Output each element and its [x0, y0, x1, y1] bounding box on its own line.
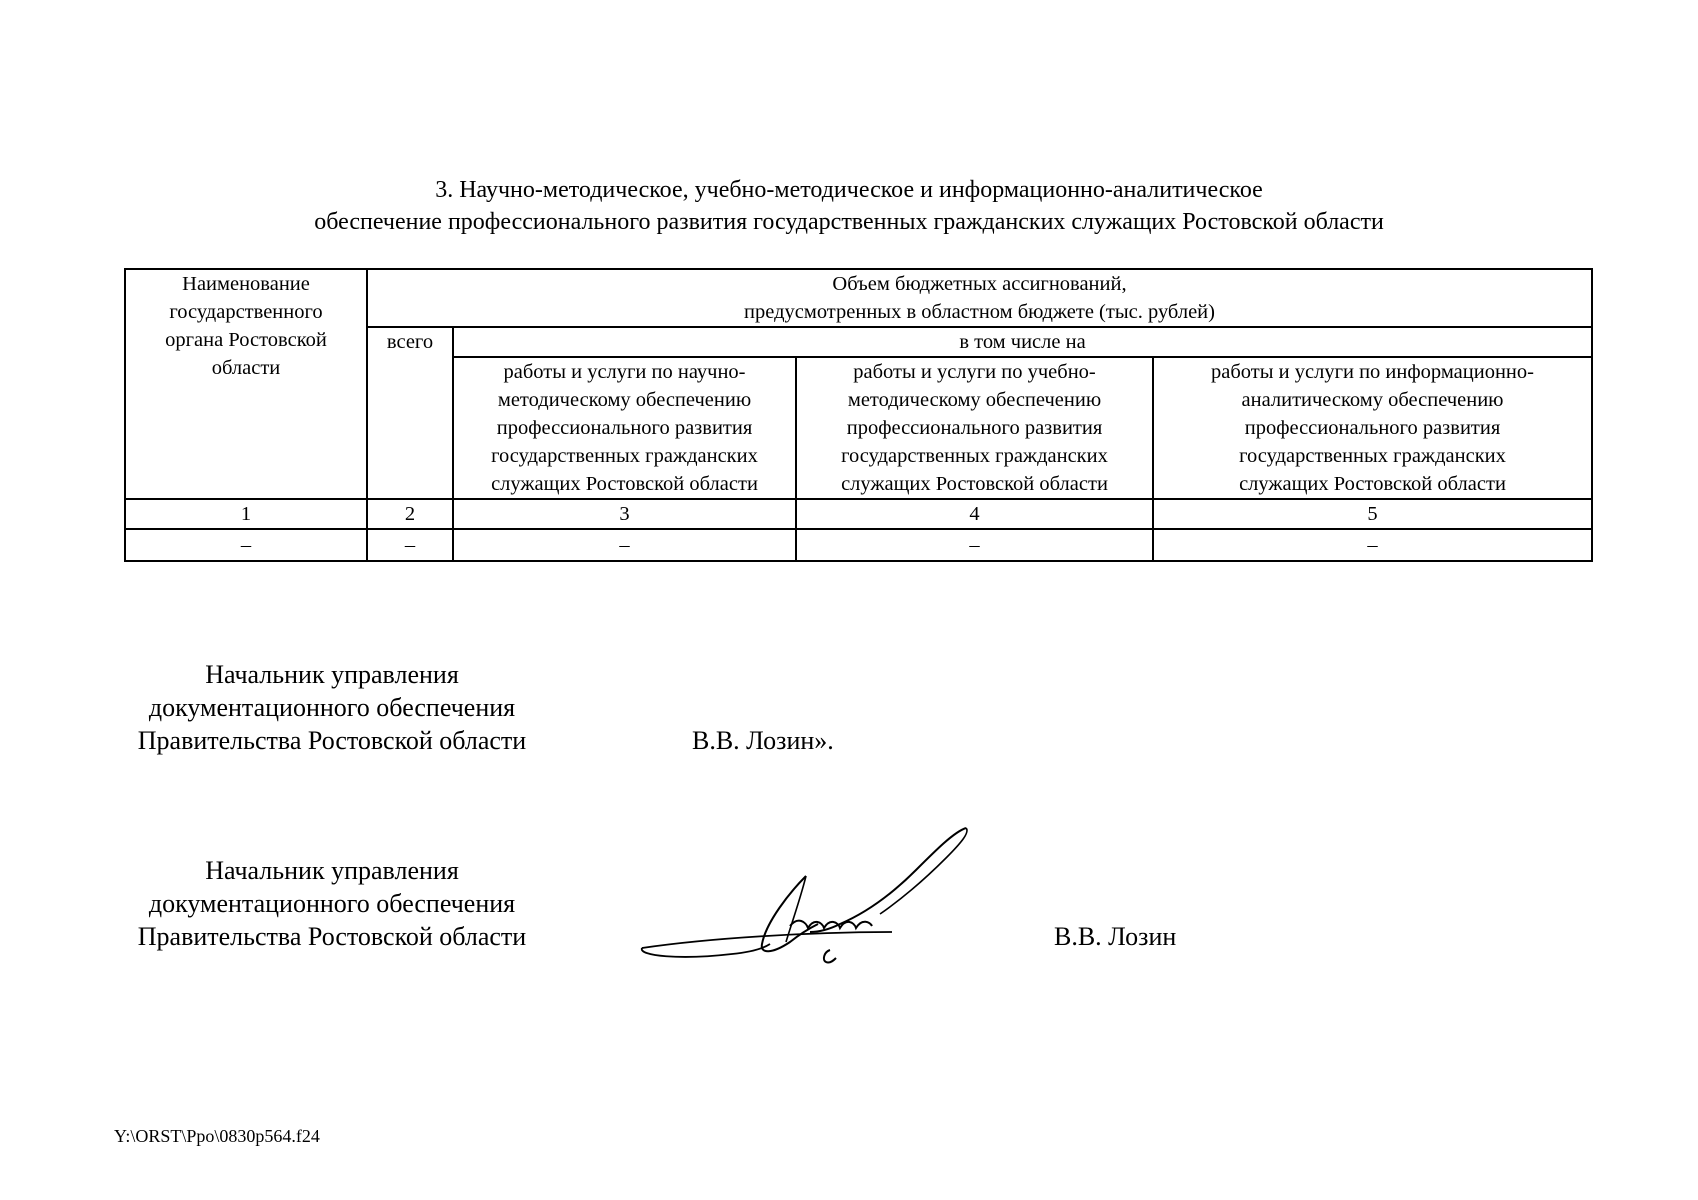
section-title-line-1: 3. Научно-методическое, учебно-методическое и информационно-аналитическое — [435, 177, 1263, 203]
column-number: 4 — [796, 499, 1153, 529]
position-line: Правительства Ростовской области — [137, 922, 527, 951]
col-header-total: всего — [367, 327, 453, 499]
table-cell: – — [796, 529, 1153, 561]
header-text-line: Объем бюджетных ассигнований, — [832, 273, 1127, 295]
handwritten-signature — [640, 826, 970, 966]
header-text-line: органа Ростовской — [165, 329, 327, 351]
column-number-row — [125, 499, 1592, 529]
signatory-position-2 — [112, 854, 552, 953]
table-cell: – — [125, 529, 367, 561]
header-text-line: работы и услуги по учебно- — [853, 361, 1096, 383]
header-text-line: методическому обеспечению — [847, 389, 1102, 411]
section-title-line-2: обеспечение профессионального развития государственных гражданских служащих Ростовской области — [314, 209, 1384, 235]
header-row-1 — [125, 269, 1592, 327]
header-text-line: профессионального развития — [846, 417, 1103, 439]
header-text-line: служащих Ростовской области — [491, 473, 758, 495]
column-number: 5 — [1153, 499, 1592, 529]
col-header-agency-name — [125, 269, 367, 499]
header-text-line: государственных гражданских — [1239, 445, 1506, 467]
col-header-scientific-methodical — [453, 357, 796, 499]
header-text-line: служащих Ростовской области — [1239, 473, 1506, 495]
col-header-information-analytical — [1153, 357, 1592, 499]
col-header-budget-volume — [367, 269, 1592, 327]
position-line: Начальник управления — [205, 660, 459, 689]
signatory-name-1: В.В. Лозин». — [692, 726, 834, 755]
header-text-line: государственного — [169, 301, 323, 323]
position-line: Правительства Ростовской области — [137, 726, 527, 755]
table-cell: – — [453, 529, 796, 561]
header-text-line: Наименование — [182, 273, 310, 295]
position-line: документационного обеспечения — [148, 889, 516, 918]
table-cell: – — [367, 529, 453, 561]
header-text-line: аналитическому обеспечению — [1241, 389, 1504, 411]
position-line: документационного обеспечения — [148, 693, 516, 722]
table-row — [125, 529, 1592, 561]
budget-table — [124, 268, 1593, 562]
section-title — [100, 174, 1598, 238]
column-number: 2 — [367, 499, 453, 529]
header-text-line: области — [211, 357, 281, 379]
header-text-line: профессионального развития — [496, 417, 753, 439]
header-text-line: работы и услуги по информационно- — [1211, 361, 1534, 383]
col-header-educational-methodical — [796, 357, 1153, 499]
table-cell: – — [1153, 529, 1592, 561]
header-text-line: методическому обеспечению — [497, 389, 752, 411]
header-text-line: государственных гражданских — [841, 445, 1108, 467]
header-text-line: государственных гражданских — [491, 445, 758, 467]
header-text-line: профессионального развития — [1244, 417, 1501, 439]
signatory-name-2: В.В. Лозин — [1054, 922, 1177, 951]
header-text-line: работы и услуги по научно- — [503, 361, 746, 383]
col-header-including: в том числе на — [453, 327, 1592, 357]
footer-file-path: Y:\ORST\Ppo\0830p564.f24 — [114, 1126, 320, 1146]
header-text-line: служащих Ростовской области — [841, 473, 1108, 495]
column-number: 1 — [125, 499, 367, 529]
signatory-position-1 — [112, 658, 552, 757]
position-line: Начальник управления — [205, 856, 459, 885]
column-number: 3 — [453, 499, 796, 529]
header-text-line: предусмотренных в областном бюджете (тыс. рублей) — [744, 301, 1215, 323]
